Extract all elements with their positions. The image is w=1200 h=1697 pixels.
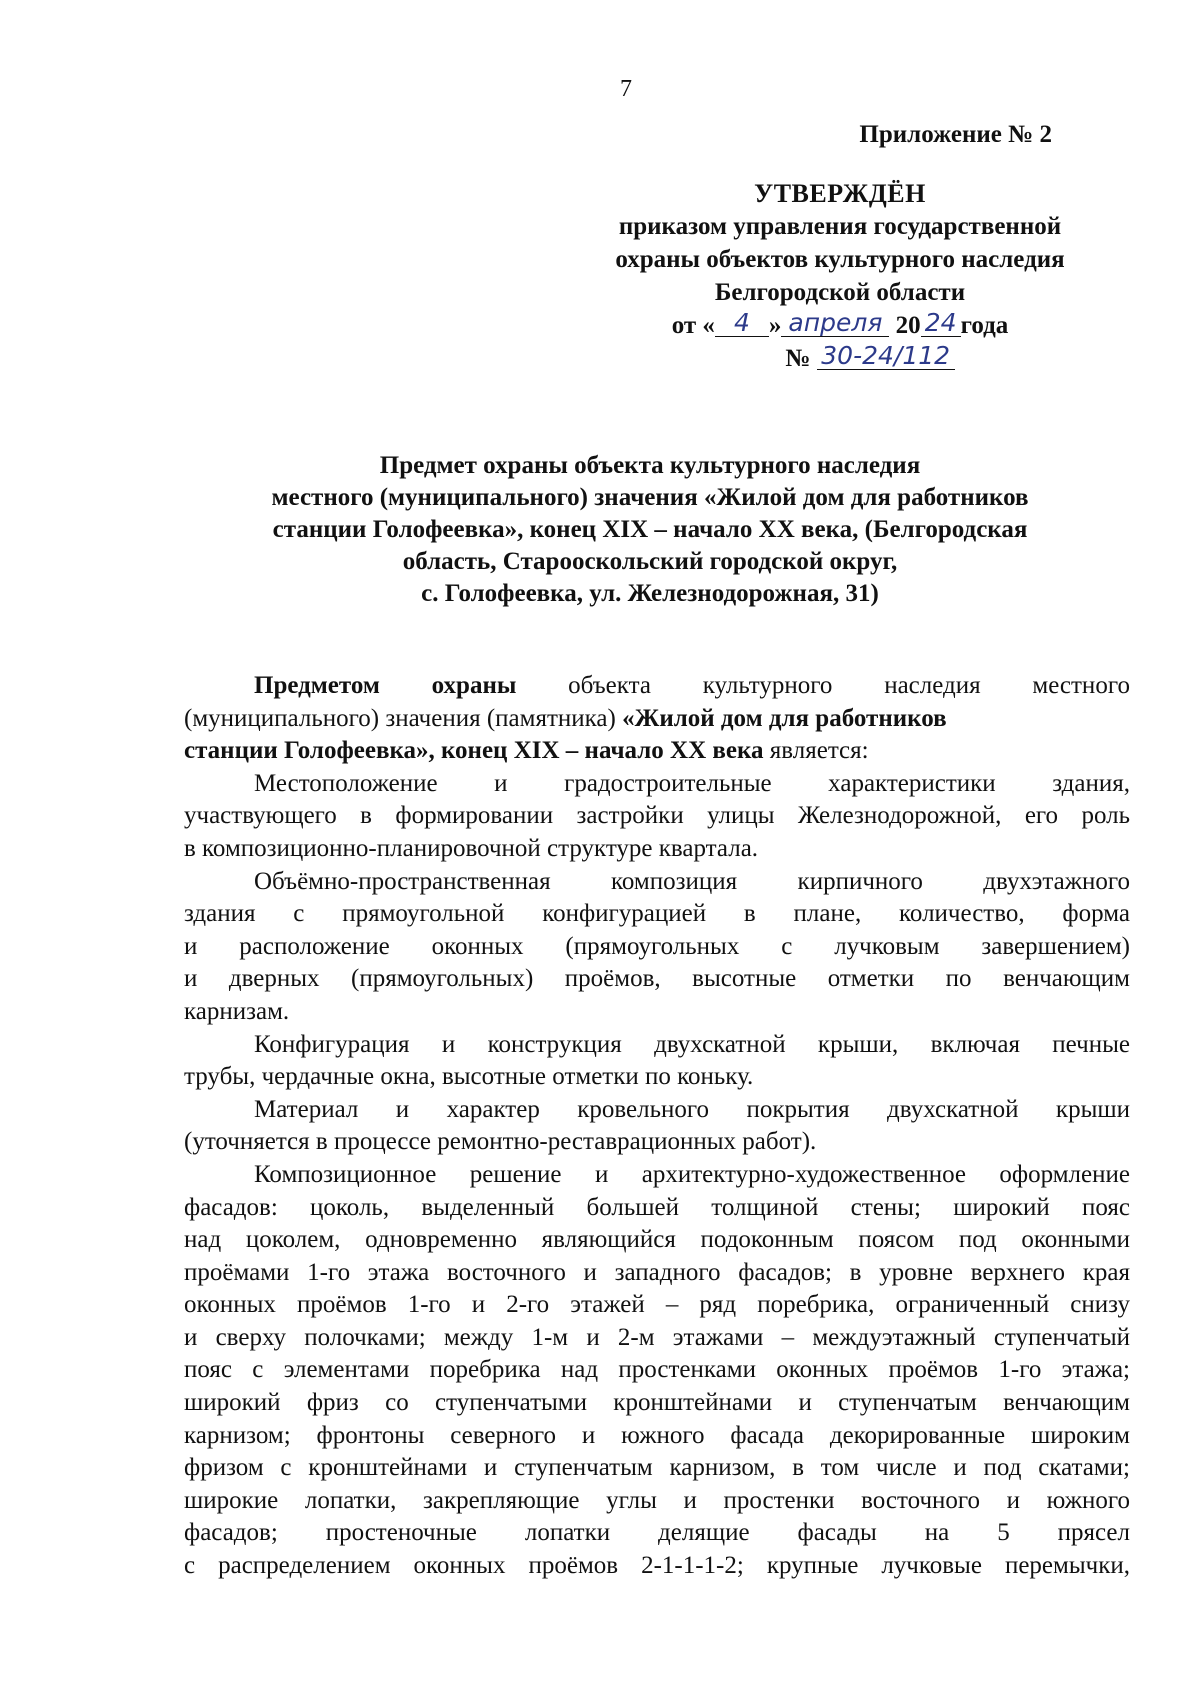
p6-line-1: Композиционное решение и архитектурно-художественное оформление [254,1160,1130,1188]
p3-line-1: Объёмно-пространственная композиция кирпичного двухэтажного [254,867,1130,895]
p6-word: 5 [997,1519,1010,1547]
p2-word: здания, [1052,769,1130,797]
p6-word: фасадов; [184,1519,278,1547]
p3-line-2: здания с прямоугольной конфигурацией в плане, количество, форма [184,900,1130,928]
p6-word: лопатки [524,1519,611,1547]
date-prefix: от « [671,312,715,339]
p2-word: Местоположение [254,769,438,797]
p6-line-13: с распределением оконных проёмов 2-1-1-1-2; крупные лучковые перемычки, [184,1552,1130,1580]
p1-word: наследия [884,672,981,699]
p6-word: простеночные [325,1519,477,1547]
p1-bold: «Жилой дом для работников [622,704,947,732]
appendix-label: Приложение № 2 [859,121,1052,148]
p1-word: местного [1032,672,1130,699]
p6-line-6: и сверху полочками; между 1-м и 2-м этажами – междуэтажный ступенчатый [184,1323,1130,1351]
p6-line-9: карнизом; фронтоны северного и южного фасада декорированные широким [184,1421,1130,1449]
paragraph-roof [184,1029,1130,1094]
approval-line-2: охраны объектов культурного наследия [615,246,1065,273]
date-suffix: года [960,312,1009,339]
approval-line-1: приказом управления государственной [618,213,1062,240]
p4-line-2: трубы, чердачные окна, высотные отметки по коньку. [184,1063,754,1091]
document-title [180,450,1120,610]
number-prefix: № [785,345,811,372]
p2-line-2: участвующего в формировании застройки улицы Железнодорожной, его роль [184,802,1130,830]
approved-heading: УТВЕРЖДЁН [754,179,926,208]
p1-word: объекта [568,672,651,699]
p6-line-10: фризом с кронштейнами и ступенчатым карнизом, в том числе и под скатами; [184,1454,1130,1482]
p6-line-8: широкий фриз со ступенчатыми кронштейнами и ступенчатым венчающим [184,1389,1130,1417]
approval-block [560,118,1120,375]
p1-text: является: [763,737,869,765]
p2-word: и [494,769,508,797]
number-handwritten: 30-24/112 [817,343,955,370]
date-month-handwritten: апреля [781,310,889,337]
p6-line-2: фасадов: цоколь, выделенный большей толщиной стены; широкий пояс [184,1193,1130,1221]
p6-line-4: проёмами 1-го этажа восточного и западного фасадов; в уровне верхнего края [184,1258,1130,1286]
order-number [560,342,1120,375]
document-body [184,670,1130,1583]
p3-line-4: и дверных (прямоугольных) проёмов, высотные отметки по венчающим [184,965,1130,993]
title-line-2: местного (муниципального) значения «Жилой дом для работников [271,484,1029,511]
p6-word: делящие [658,1519,750,1547]
date-year-handwritten: 24 [921,310,961,337]
p1-bold: станции Голофеевка», конец XIX – начало XX века [184,737,764,765]
page-number: 7 [620,76,632,102]
p2-line-1 [184,768,1130,801]
p3-line-5: карнизам. [184,997,290,1025]
order-date [560,309,1120,342]
title-line-4: область, Старооскольский городской округ, [402,548,898,575]
p6-word: на [924,1519,950,1547]
p6-line-7: пояс с элементами поребрика над простенками оконных проёмов 1-го этажа; [184,1356,1130,1384]
p1-word: культурного [702,672,833,699]
p3-line-3: и расположение оконных (прямоугольных с лучковым завершением) [184,932,1130,960]
paragraph-facades [184,1159,1130,1583]
date-day-handwritten: 4 [715,310,769,337]
paragraph-location [184,768,1130,866]
p6-word: фасады [797,1519,877,1547]
p1-line-2 [184,703,1130,736]
p6-line-5: оконных проёмов 1-го и 2-го этажей – ряд поребрика, ограниченный снизу [184,1291,1130,1319]
date-year-prefix: 20 [895,312,921,339]
p1-text: (муниципального) значения (памятника) [184,704,623,732]
p6-line-11: широкие лопатки, закрепляющие углы и простенки восточного и южного [184,1486,1130,1514]
approval-line-3: Белгородской области [714,279,966,306]
p5-line-2: (уточняется в процессе ремонтно-реставрационных работ). [184,1128,817,1156]
p2-line-3: в композиционно-планировочной структуре квартала. [184,834,759,862]
date-mid: » [768,312,782,339]
title-line-1: Предмет охраны объекта культурного наследия [379,452,921,479]
p5-line-1: Материал и характер кровельного покрытия двухскатной крыши [254,1095,1130,1123]
p2-word: характеристики [828,769,996,797]
paragraph-subject [184,670,1130,768]
paragraph-material [184,1094,1130,1159]
paragraph-volume [184,866,1130,1029]
title-line-5: с. Голофеевка, ул. Железнодорожная, 31) [421,580,879,607]
p1-line-1 [184,670,1130,703]
p2-word: градостроительные [564,769,772,797]
p6-line-12 [184,1517,1130,1550]
p4-line-1: Конфигурация и конструкция двухскатной крыши, включая печные [254,1030,1130,1058]
p6-line-3: над цоколем, одновременно являющийся подоконным поясом под оконными [184,1226,1130,1254]
p1-word: охраны [431,672,517,699]
p1-line-3 [184,735,1130,768]
title-line-3: станции Голофеевка», конец XIX – начало XX века, (Белгородская [272,516,1028,543]
p6-word: прясел [1057,1519,1130,1547]
p1-word: Предметом [254,672,380,699]
